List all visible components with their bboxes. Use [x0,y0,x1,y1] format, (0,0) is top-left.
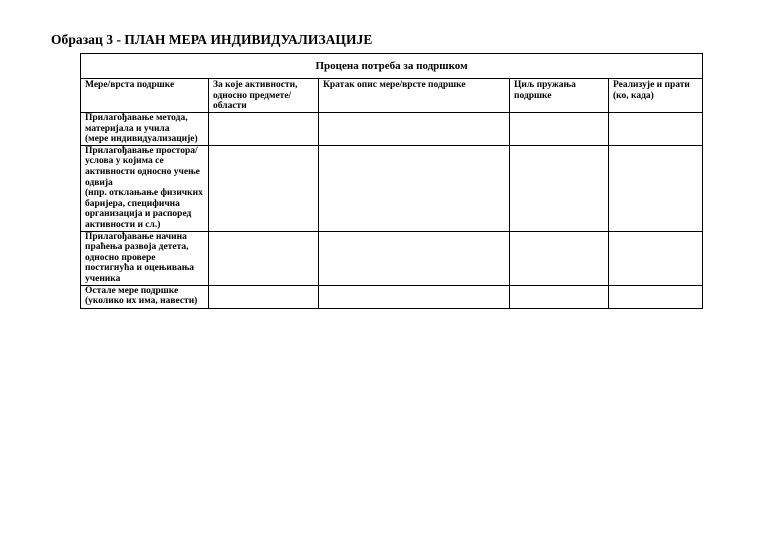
cell-responsible[interactable] [609,285,703,308]
row-measure-label: Прилагођавање простора/услова у којима се активности односно учење одвија (нпр. отклањање физичких баријера, специфична организација и распоред активности и сл.) [81,145,209,231]
row-measure-label: Остале мере подршке (уколико их има, навести) [81,285,209,308]
column-header-activities: За које активности, односно предмете/области [209,79,319,113]
table-row [81,113,703,146]
table-row [81,145,703,231]
cell-description[interactable] [319,285,510,308]
cell-responsible[interactable] [609,113,703,146]
cell-goal[interactable] [510,285,609,308]
column-header-measures: Мере/врста подршке [81,79,209,113]
table-caption: Процена потреба за подршком [81,54,703,79]
cell-goal[interactable] [510,231,609,285]
cell-description[interactable] [319,231,510,285]
cell-goal[interactable] [510,145,609,231]
cell-description[interactable] [319,113,510,146]
cell-activities[interactable] [209,145,319,231]
cell-responsible[interactable] [609,145,703,231]
cell-activities[interactable] [209,285,319,308]
table-header-row [81,79,703,113]
support-plan-table [80,53,703,309]
column-header-description: Кратак опис мере/врсте подршке [319,79,510,113]
table-caption-row [81,54,703,79]
page-title: Образац 3 - ПЛАН МЕРА ИНДИВИДУАЛИЗАЦИЈЕ [51,32,373,47]
cell-responsible[interactable] [609,231,703,285]
table-row [81,285,703,308]
cell-goal[interactable] [510,113,609,146]
cell-description[interactable] [319,145,510,231]
row-measure-label: Прилагођавање метода, материјала и учила (мере индивидуализације) [81,113,209,146]
column-header-goal: Циљ пружања подршке [510,79,609,113]
cell-activities[interactable] [209,231,319,285]
cell-activities[interactable] [209,113,319,146]
row-measure-label: Прилагођавање начина праћења развоја детета, односно провере постигнућа и оцењивања ученика [81,231,209,285]
table-row [81,231,703,285]
column-header-responsible: Реализује и прати (ко, када) [609,79,703,113]
